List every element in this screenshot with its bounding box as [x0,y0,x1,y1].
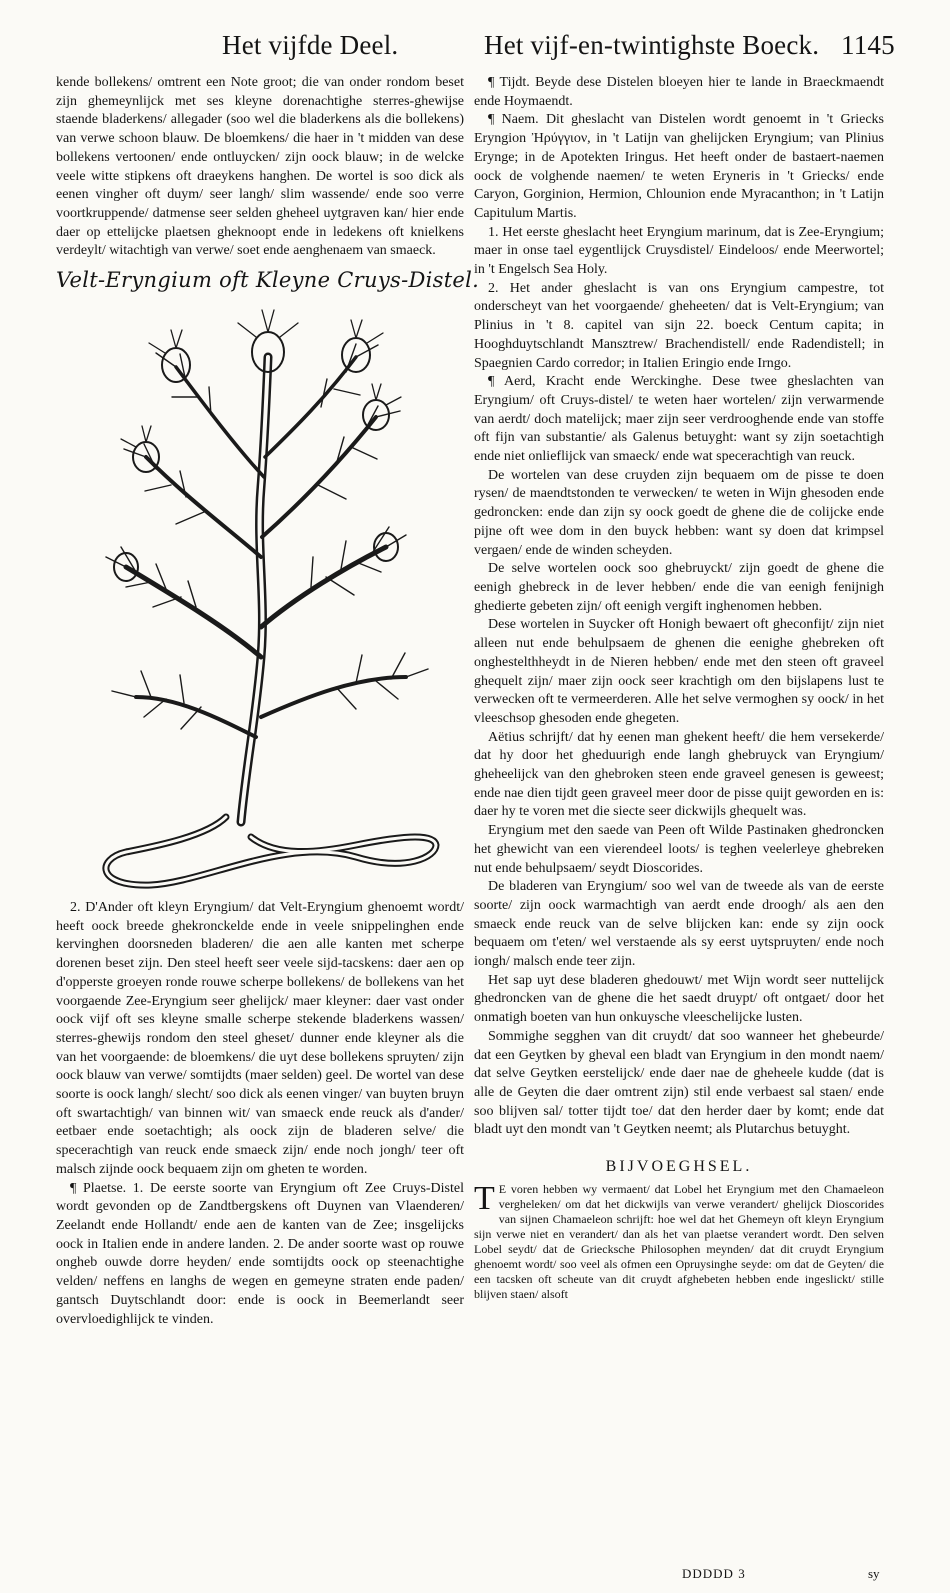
properties-paragraph: ¶ Aerd, Kracht ende Werckinghe. Dese twee gheslachten van Eryngium/ oft Cruys-distel/ te weten haer wortelen/ zijn verwarmende van aerdt/ doch matelijck; maer zijn seer verdrooghende ende van stoffe oft fijn van substantie/ als Galenus betuyght: want sy zijn soetachtigh ende niet onlieflijck van smaeck/ ende wat specerachtigh van reuck. [474,374,884,465]
aetius-paragraph: Aëtius schrijft/ dat hy eenen man ghekent heeft/ die hem versekerde/ dat hy door het gheduurigh ende langh ghebruyck van Eryngium/ gheheelijck van den ghebroken steen ende graveel genesen is geweest; ende nae dien tijdt geen graveel meer door de pisse quijt geworden en is: daer hy te voren met die siecte seer dickwijls ghequelt was. [474,729,884,820]
thistle-plant-icon [56,297,464,893]
liver-paragraph: De selve wortelen oock soo ghebruyckt/ zijn goedt de ghene die eenigh ghebreck in de lever hebben/ ende die van eenigh fenijnigh ghedierte gebeten zijn/ oft eenigh vergift inghenomen hebben. [474,561,884,614]
signature-mark: DDDDD 3 [682,1566,746,1581]
time-paragraph: ¶ Tijdt. Beyde dese Distelen bloeyen hier te lande in Braeckmaendt ende Hoymaendt. [474,75,884,109]
first-kind-paragraph: 1. Het eerste gheslacht heet Eryngium marinum, dat is Zee-Eryngium; maer in onse tael eygentlijck Cruysdistel/ Eindeloos/ ende Meerwortel; in 't Engelsch Sea Holy. [474,224,884,278]
running-head-left: Het vijfde Deel. [222,30,399,60]
preserved-roots-paragraph: Dese wortelen in Suycker oft Honigh bewaert oft gheconfijt/ zijn niet alleen nut ende behulpsaem de ghenen die eenighe ghebreken oft onghestelthheydt in de Nieren hebben/ ende met den steen oft graveel ghequelt zijn/ maer zijn oock seer krachtigh om den bijslapens lust te verwecken oft te vermeerderen. Alle het selve vermoghen sy oock/ in het vleeschsop ghesoden ende ghegeten. [474,617,884,726]
goat-paragraph: Sommighe segghen van dit cruydt/ dat soo wanneer het ghebeurde/ dat een Geytken by gheval een bladt van Eryngium in den mondt naem/ dat selve Geytken eerstelijck/ ende daer nae de gheheele kudde (dat is alle de Geyten die daer omtrent zijn) stil ende verbaest sal staen/ ende soo blijven sal/ totter tijdt toe/ dat den herder daer by komt; ende dat bladt uyt den mondt van 't Geytken neemt; als Plutarchus betuyght. [474,1028,884,1138]
second-kind-paragraph: 2. Het ander gheslacht is van ons Eryngium campestre, tot onderscheyt van het voorgaende/ gheheeten/ dat is Velt-Eryngium; van Plinius in 't 8. capitel van sijn 22. boeck Centum capita; in Hooghduytschlandt Mansztrew/ Brachendistell/ ende Radendistell; in Spaegnien Cardo corredor; in Italien Eringio ende Irngo. [474,280,884,371]
running-head-right: Het vijf-en-twintighste Boeck. [484,30,820,60]
field-eryngium-description: 2. D'Ander oft kleyn Eryngium/ dat Velt-Eryngium ghenoemt wordt/ heeft oock breede ghekronckelde ende in veele snippelinghen ende kervinghen doorsneden bladeren/ die aen alle kanten met scherpe dorenen beset zijn. Den steel heeft seer veele sijd-tacskens: daer aen op d'opperste groeyen ronde rouwe scherpe bollekens/ de bollekens van het voorgaende Zee-Eryngium seer ghelijck/ maer kleyner: daer vast onder oock vijf oft ses kleyne smalle scherpe stekende bladerkens wassen/ sterres-ghewijs rondom den steel gheset/ dunner ende kleyner als die van het voorgaende: de bloemkens/ die uyt dese bollekens spruyten/ zijn oock blauw van verwe/ somtijdts (maer selden) geel. De wortel van dese soorte is oock langh/ slecht/ soo dick als eenen vinger/ van buyten bruyn oft swartachtigh/ van binnen wit/ van smaeck ende reuck als d'ander/ eetbaer ende soetachtigh; als oock zijn de bladeren selve/ die specerachtigh van reuck ende smaeck zijn/ ende noch jongh/ teer oft malsch zijnde oock bequaem zijn om gheten te worden. [56,900,464,1177]
sap-paragraph: Het sap uyt dese bladeren ghedouwt/ met Wijn wordt seer nuttelijck ghedroncken van de ghene die het saedt druypt/ oft ontgaet/ door het onmatigh boeten van hun onkuysche vleeschelijcke lusten. [474,972,884,1026]
roots-paragraph: De wortelen van dese cruyden zijn bequaem om de pisse te doen rysen/ de maendtstonden te verwecken/ te weten in Wijn ghesoden ende gedroncken: ende dan zijn sy oock goedt de ghene die de colijcke ende pijne oft wee dom in den buyck hebben: want sy doen dat krimpsel vergaen/ ende de winden scheyden. [474,467,884,558]
appendix-text: E voren hebben wy vermaent/ dat Lobel het Eryngium met den Chamaeleon vergheleken/ om dat het dickwijls van verwe verandert/ ghelijck Dioscorides van sijnen Chamaeleon schrijft: hoe wel dat het Ghemeyn oft kleyn Eryngium sijn verwe niet en verandert/ dan als het van plaetse verandert wordt. Den selven Lobel seydt/ dat de Griecksche Philosophen meynden/ dat dit cruydt Eryngium ghenoemt wordt/ soo veel als ofmen een Opruysinghe seyde: om dat de Geyten/ die een tacsken oft scheute van dit cruydt afghebeten hebben ende ingeslickt/ stille blijven staen/ alsoft [474,1182,884,1302]
left-column [56,74,480,1329]
drop-cap: T [474,1180,495,1218]
appendix-title: BIJVOEGHSEL. [605,1158,753,1176]
continued-description: kende bollekens/ omtrent een Note groot; die van onder rondom beset zijn ghemeynlijck met ses kleyne dorenachtighe sterres-ghewijse staende bladerkens/ allegader (soo wel die bladerkens als die bollekens) van verwe schoon blauw. De bloemkens/ die haer in 't midden van dese bollekens vertoonen/ ende ontluycken/ zijn oock blauw; in de welcke veele witte stipkens oft draeykens hanghen. De wortel is soo dick als eenen vingher oft duym/ seer langh/ slim wassende/ ende soo verre voortkruppende/ datmense seer selden gheheel uytgraven kan/ hier ende daer op ettelijcke plaetsen gheknoopt ende in ledekens oft knielkens verdeylt/ witachtigh van verwe/ soet ende aenghenaem van smaeck. [56,75,464,259]
catchword: sy [868,1566,880,1581]
thistle-illustration [56,297,464,893]
seed-paragraph: Eryngium met den saede van Peen oft Wilde Pastinaken ghedroncken het ghewicht van een vierendeel loots/ is teghen veelerleye ghebreken nut ende behulpsaem/ seydt Dioscorides. [474,823,884,876]
page-number: 1145 [841,30,895,60]
section-title: Velt-Eryngium oft Kleyne Cruys-Distel. [56,268,480,293]
right-column [474,74,884,1302]
page-header [0,30,950,70]
place-paragraph: ¶ Plaetse. 1. De eerste soorte van Eryngium oft Zee Cruys-Distel wordt gevonden op de Zandtbergskens oft Duynen van Vlaenderen/ Zeelandt ende Hollandt/ ende aen de kanten van de Zee; insgelijcks oock in Italien ende in andere landen. 2. De ander soorte wast op rouwe ongheb ouwde dorre heyden/ ende somtijdts oock op steenachtighe velden/ neffens en langhs de wegen en gemeyne straten ende paden/ gantsch Duytschlandt door: ende is oock in Beemerlandt seer overvloedighlijck te vinden. [56,1180,464,1327]
appendix-paragraph [474,1182,884,1302]
name-paragraph: ¶ Naem. Dit gheslacht van Distelen wordt genoemt in 't Griecks Eryngion Ἠρύγγιον, in 't Latijn van ghelijcken Eryngium; van Plinius Erynge; in de Apotekten Iringus. Het heeft onder de bastaert-naemen oock de volghende naemen/ te weten Eryneris in 't Griecks/ ende Caryon, Gorginion, Hermion, Chlounion ende Myracanthon; in 't Latijn Capitulum Martis. [474,112,884,221]
leaves-paragraph: De bladeren van Eryngium/ soo wel van de tweede als van de eerste soorte/ zijn oock warmachtigh van aerdt ende droogh/ als aen den smaeck ende reuck van de selve blijcken kan: ende sy zijn oock bequaem om t'eten/ wel verstaende als sy eerst uytspruyten/ ende noch iongh/ malsch ende teer zijn. [474,879,884,970]
